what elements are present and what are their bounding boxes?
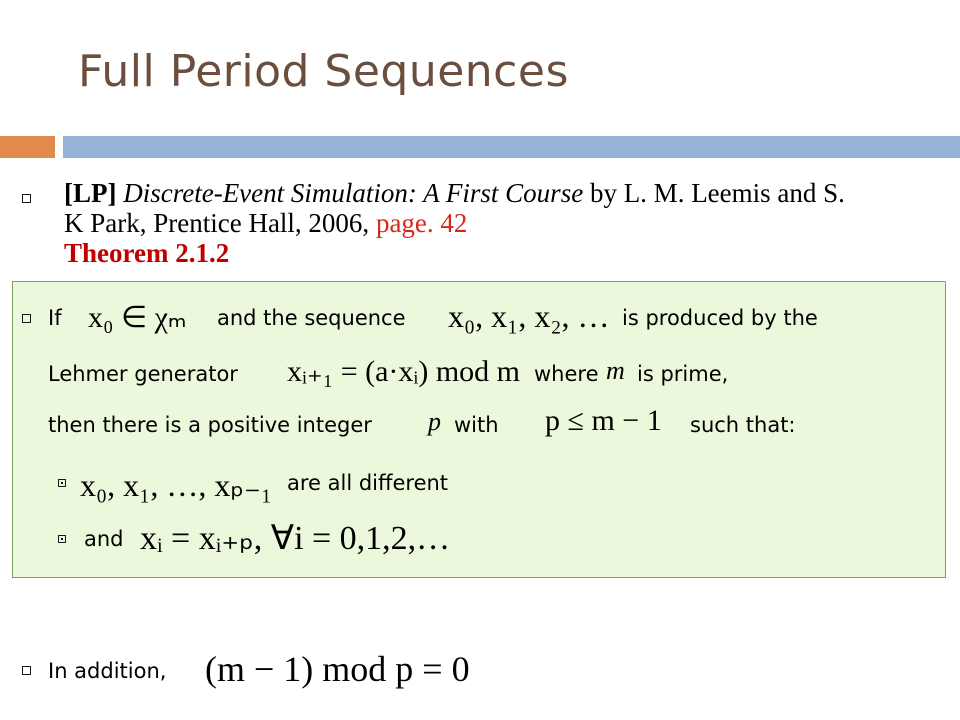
theorem-then: then there is a positive integer bbox=[48, 413, 372, 437]
accent-bar-blue bbox=[63, 136, 960, 158]
theorem-and: and bbox=[84, 527, 124, 551]
bullet-square-icon bbox=[22, 666, 31, 675]
math-x0-in-chi: x₀ ∈ χₘ bbox=[88, 301, 187, 334]
addition-label: In addition, bbox=[48, 659, 167, 683]
reference-authors: by L. M. Leemis and S. K Park, Prentice Hall, 2006, bbox=[64, 178, 845, 238]
accent-bar-orange bbox=[0, 136, 55, 158]
math-addition: (m − 1) mod p = 0 bbox=[205, 649, 470, 689]
theorem-p: p bbox=[428, 407, 441, 436]
math-periodic: xᵢ = xᵢ₊ₚ, ∀i = 0,1,2,… bbox=[140, 520, 451, 557]
slide-title: Full Period Sequences bbox=[78, 46, 569, 97]
reference-book-title: Discrete-Event Simulation: A First Course bbox=[123, 178, 584, 208]
reference-text bbox=[64, 178, 864, 268]
theorem-is-prime: is prime, bbox=[637, 362, 729, 386]
theorem-sequence-label: and the sequence bbox=[217, 306, 406, 330]
reference-theorem: Theorem 2.1.2 bbox=[64, 238, 230, 268]
sub-bullet-icon bbox=[58, 535, 66, 543]
theorem-such-that: such that: bbox=[690, 413, 796, 437]
sub-bullet-icon bbox=[58, 479, 66, 487]
theorem-where: where bbox=[534, 362, 599, 386]
bullet-square-icon bbox=[22, 194, 31, 203]
theorem-if: If bbox=[48, 306, 62, 330]
theorem-lehmer-label: Lehmer generator bbox=[48, 362, 238, 386]
theorem-m: m bbox=[606, 356, 625, 385]
math-sequence: x₀, x₁, x₂, … bbox=[448, 298, 610, 334]
bullet-square-icon bbox=[22, 314, 31, 323]
reference-tag: [LP] bbox=[64, 178, 117, 208]
reference-page: page. 42 bbox=[375, 208, 468, 238]
theorem-all-different: are all different bbox=[287, 471, 449, 495]
theorem-with: with bbox=[454, 413, 499, 437]
theorem-produced-by: is produced by the bbox=[622, 306, 818, 330]
math-distinct: x₀, x₁, …, xₚ₋₁ bbox=[80, 467, 273, 503]
math-lehmer: xᵢ₊₁ = (a·xᵢ) mod m bbox=[287, 355, 520, 388]
math-p-le: p ≤ m − 1 bbox=[545, 404, 662, 437]
